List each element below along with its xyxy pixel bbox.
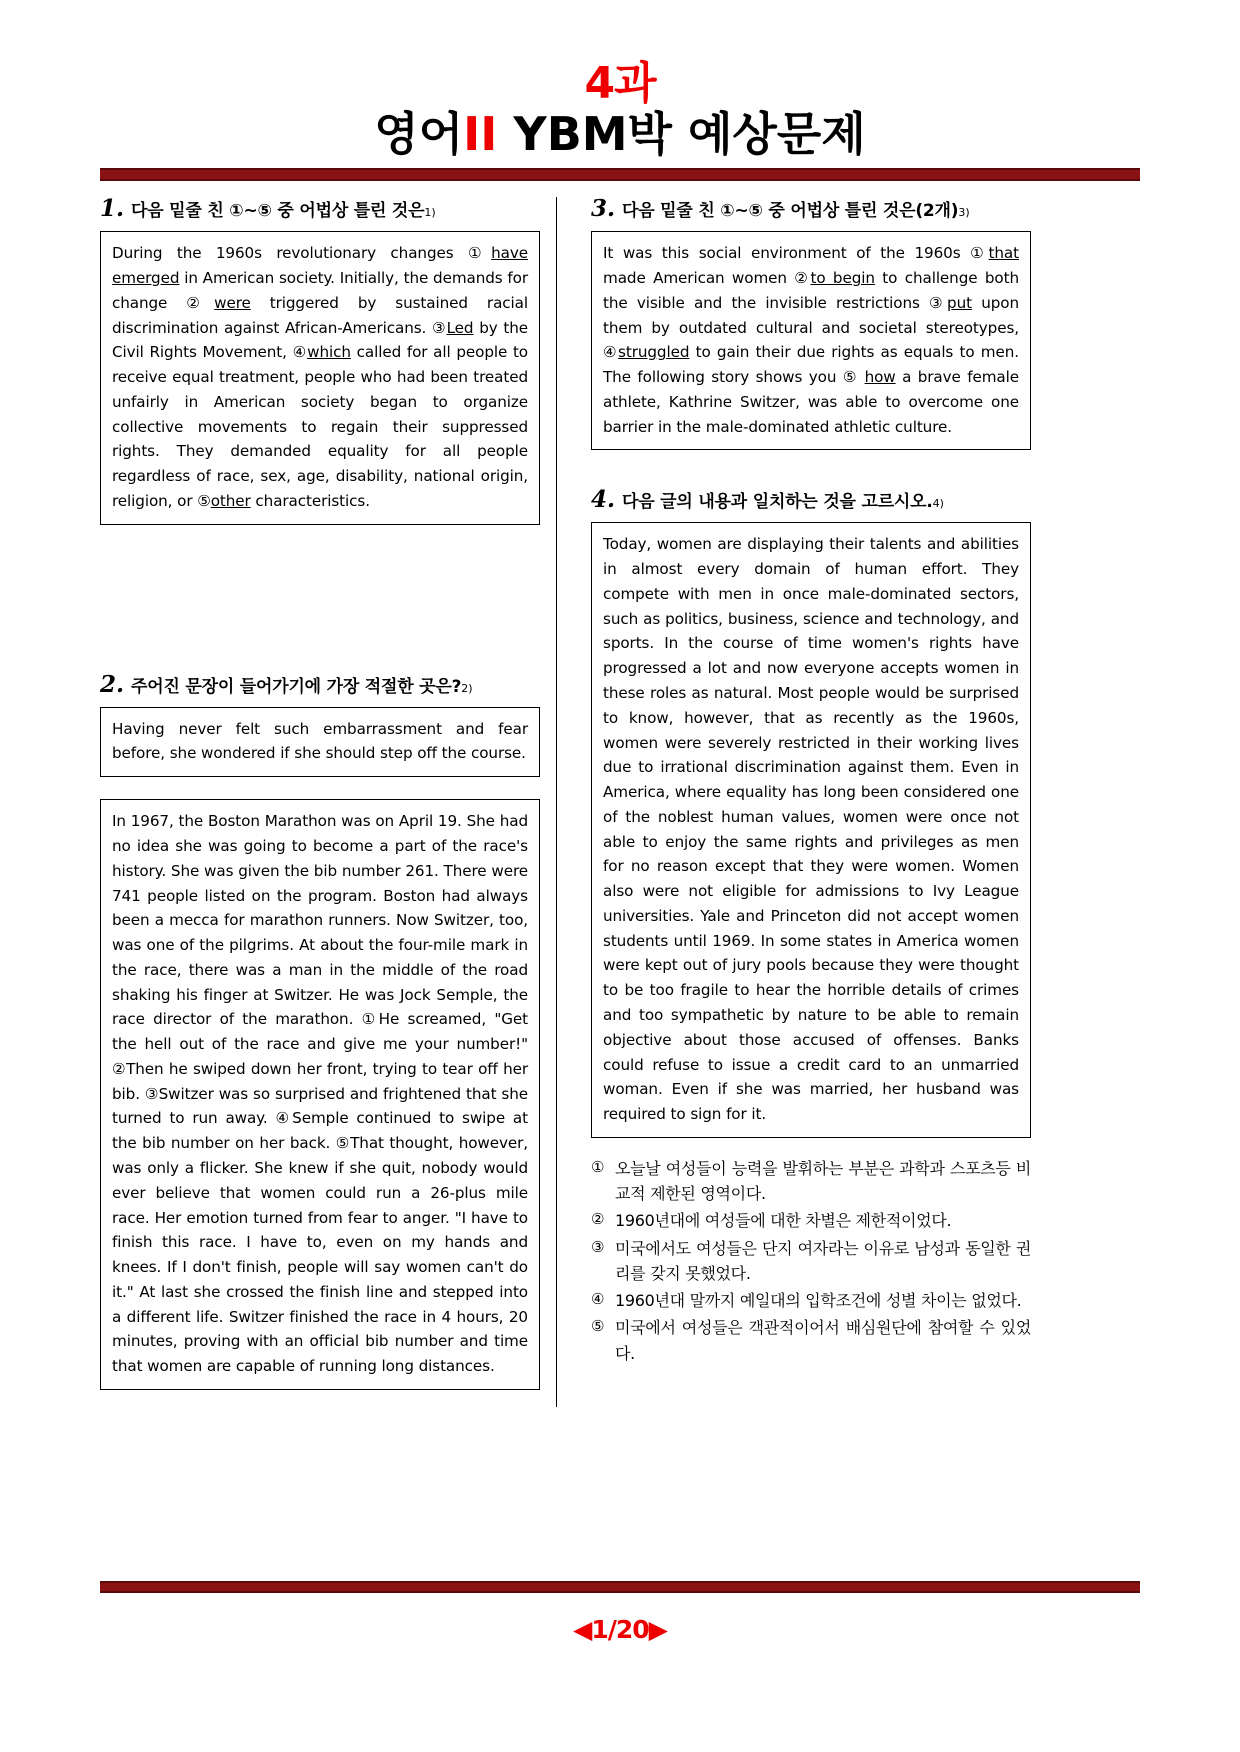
question-4-heading [591,486,1031,513]
question-3-passage [591,231,1031,450]
question-2-footnote: 2) [461,681,473,695]
question-1-passage-text: During the 1960s revolutionary changes ①have emerged in American society. Initially, the demands for change ②were triggered by sustained racial discrimination against African-Americans. ③Led by the Civil Rights Movement, ④which called for all people to receive equal treatment, people who had been treated unfairly in American society began to organize collective movements to regain their suppressed rights. They demanded equality for all people regardless of race, sex, age, disability, national origin, religion, or ⑤other characteristics. [112,244,528,510]
question-2-passage [100,799,540,1390]
question-2-given-sentence: Having never felt such embarrassment and fear before, she wondered if she should step off the course. [112,719,528,763]
question-1-number: 1. [100,195,125,223]
title-part-2: II [463,107,498,161]
choice-marker: ① [591,1157,605,1176]
right-column [557,195,1031,1580]
question-3-number: 3. [591,195,616,223]
left-column [100,195,556,1580]
question-2-given-sentence-box [100,707,540,778]
question-3-passage-text: It was this social environment of the 1960s ①that made American women ②to begin to challenge both the visible and the invisible restrictions ③put upon them by outdated cultural and societal stereotypes, ④struggled to gain their due rights as equals to men. The following story shows you ⑤ how a brave female athlete, Kathrine Switzer, was able to overcome one barrier in the male-dominated athletic culture. [603,244,1019,436]
question-3-footnote: 3) [958,206,970,220]
choice-item[interactable] [591,1315,1031,1366]
question-1-footnote: 1) [424,206,436,220]
footer-divider-rule [100,1581,1140,1593]
choice-item[interactable] [591,1156,1031,1207]
question-1-prompt: 다음 밑줄 친 ①~⑤ 중 어법상 틀린 것은 [131,201,425,222]
header-divider-rule [100,168,1140,181]
question-2-heading [100,671,540,698]
question-2-passage-text: In 1967, the Boston Marathon was on April 19. She had no idea she was going to become a part of the race's history. She was given the bib number 261. There were 741 people listed on the program. Boston had always been a mecca for marathon runners. Now Switzer, too, was one of the pilgrims. At about the four-mile mark in the race, there was a man in the middle of the road shaking his finger at Switzer. He was Jock Semple, the race director of the marathon. ①He screamed, "Get the hell out of the race and give me your number!" ②Then he swiped down her front, trying to tear off her bib. ③Switzer was so surprised and frightened that she turned to run away. ④Semple continued to swipe at the bib number on her back. ⑤That thought, however, was only a flicker. She knew if she quit, nobody would ever believe that women could run a 26-plus mile race. Her emotion turned from fear to anger. "I have to finish this race. I have to, even on my hands and knees. If I don't finish, people will say women can't do it." At last she crossed the finish line and stepped into a different life. Switzer finished the race in 4 hours, 20 minutes, proving with an official bib number and time that women are capable of running long distances. [112,812,528,1376]
question-3-prompt: 다음 밑줄 친 ①~⑤ 중 어법상 틀린 것은(2개) [622,201,959,222]
right-column-spacer [591,450,1031,486]
page-footer [100,1581,1140,1644]
title-part-1: 영어 [374,107,464,161]
choice-marker: ③ [591,1237,605,1256]
question-4-passage [591,522,1031,1137]
left-column-spacer [100,525,540,671]
question-2-prompt: 주어진 문장이 들어가기에 가장 적절한 곳은? [131,676,462,697]
choice-marker: ② [591,1210,605,1229]
question-4-footnote: 4) [932,497,944,511]
choice-item[interactable] [591,1288,1031,1313]
question-4-prompt: 다음 글의 내용과 일치하는 것을 고르시오. [622,492,933,513]
page-indicator: ◀1/20▶ [573,1615,667,1644]
choice-item[interactable] [591,1208,1031,1233]
choice-marker: ⑤ [591,1317,605,1336]
choice-label: 1960년대 말까지 예일대의 입학조건에 성별 차이는 없었다. [615,1291,1022,1311]
choice-label: 오늘날 여성들이 능력을 발휘하는 부분은 과학과 스포츠등 비교적 제한된 영역이다. [615,1158,1031,1204]
choice-marker: ④ [591,1290,605,1309]
choice-item[interactable] [591,1236,1031,1287]
question-2-number: 2. [100,670,125,698]
question-4-passage-text: Today, women are displaying their talents and abilities in almost every domain of human effort. They compete with men in once male-dominated sectors, such as politics, business, science and technology, and sports. In the course of time women's rights have progressed a lot and now everyone accepts women in these roles as natural. Most people would be surprised to know, however, that as recently as the 1960s, women were severely restricted in their working lives due to irrational discrimination against them. Even in America, where equality has long been considered one of the noblest human values, women were once not able to enjoy the same rights and privileges as men for no reason except that they were women. Women also were not eligible for admissions to Ivy League universities. Yale and Princeton did not accept women students until 1969. In some states in America women were kept out of jury pools because they were thought to be too fragile to hear the horrible details of crimes and too sympathetic by nature to be able to remain objective about those accused of offenses. Banks could refuse to issue a credit card to an unmarried woman. Even if she was married, her husband was required to sign for it. [603,535,1019,1124]
title-part-3: YBM박 예상문제 [497,107,866,161]
page-header [100,0,1140,181]
choice-label: 1960년대에 여성들에 대한 차별은 제한적이었다. [615,1211,952,1231]
question-4-number: 4. [591,486,616,514]
page-title [100,107,1140,161]
choice-label: 미국에서 여성들은 객관적이어서 배심원단에 참여할 수 있었다. [615,1318,1031,1363]
two-column-body [100,195,1140,1580]
question-1-passage [100,231,540,524]
question-3-heading [591,195,1031,222]
lesson-label: 4과 [584,58,656,109]
choice-label: 미국에서도 여성들은 단지 여자라는 이유로 남성과 동일한 권리를 갖지 못했었다. [615,1238,1031,1283]
question-2-gap [100,777,540,799]
question-1-heading [100,195,540,222]
question-4-choice-list [591,1156,1031,1366]
